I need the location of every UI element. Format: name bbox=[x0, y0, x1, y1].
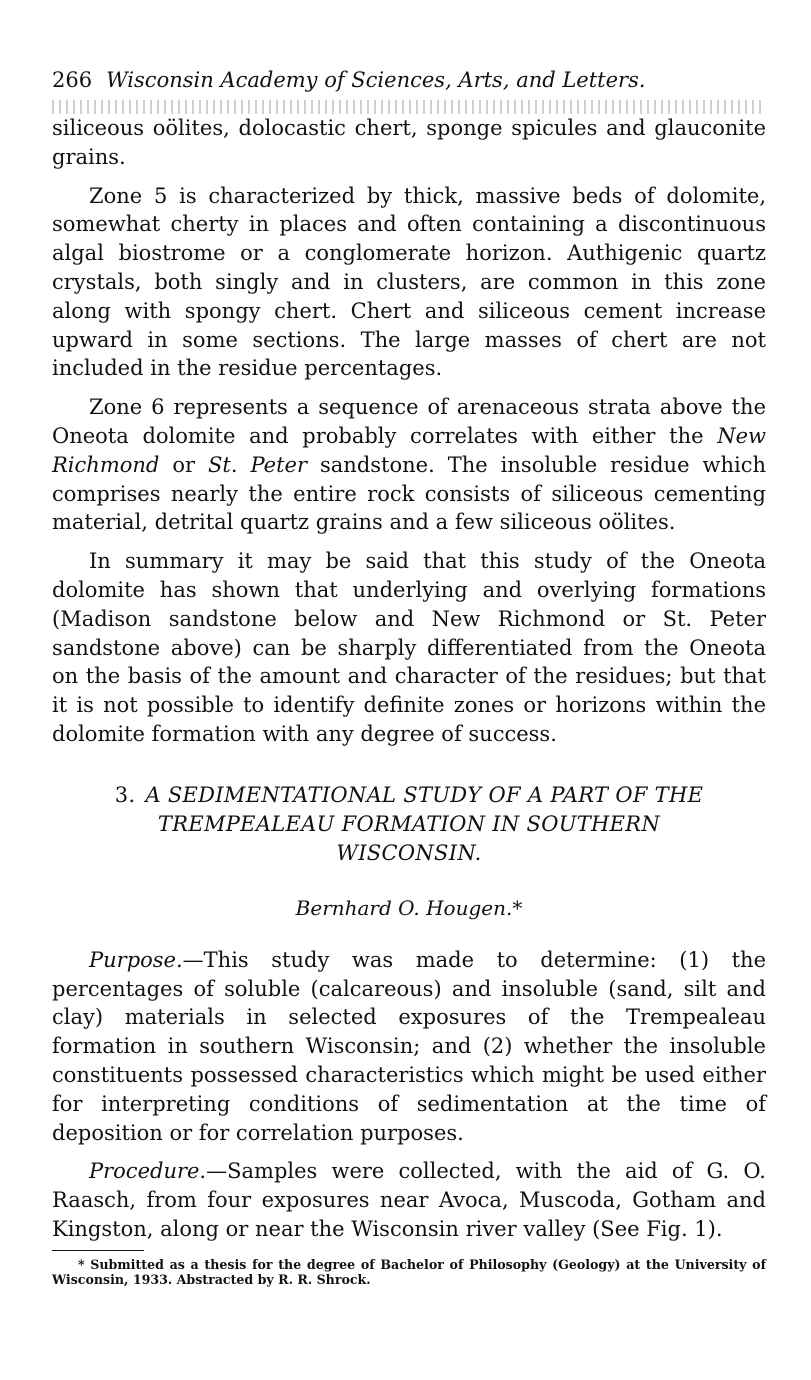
zone6-text-2: or bbox=[159, 452, 208, 477]
page bbox=[52, 66, 766, 1287]
footnote bbox=[52, 1257, 766, 1287]
section-title-line-2: TREMPEALEAU FORMATION IN SOUTHERN bbox=[157, 811, 661, 836]
section-title-line-1: 3. A SEDIMENTATIONAL STUDY OF A PART OF THE bbox=[114, 782, 704, 807]
new-richmond-italic: New Richmond bbox=[52, 423, 766, 477]
page-number: 266 bbox=[52, 68, 93, 92]
footnote-text: Submitted as a thesis for the degree of Bachelor of Philosophy (Geology) at the University of Wisconsin, 1933. Abstracted by R. R. Shrock. bbox=[52, 1256, 766, 1287]
procedure-label: Procedure. bbox=[89, 1159, 207, 1184]
paragraph-summary: In summary it may be said that this study of the Oneota dolomite has shown that underlying and overlying formations (Madison sandstone below and New Richmond or St. Peter sandstone above) can be sharply differentiated from the Oneota on the basis of the amount and character of the residues; but that it is not possible to identify definite zones or horizons within the dolomite formation with any degree of success. bbox=[52, 549, 766, 746]
section-title-line-3: WISCONSIN. bbox=[336, 840, 482, 865]
purpose-dash: — bbox=[182, 947, 204, 972]
zone6-text-3: sandstone. The insoluble residue which comprises nearly the entire rock consists of siliceous cementing material, detrital quartz grains and a few siliceous oölites. bbox=[52, 452, 766, 535]
paragraph-zone-6 bbox=[52, 393, 766, 537]
zone6-text-1: Zone 6 represents a sequence of arenaceous strata above the Oneota dolomite and probably correlates with either the bbox=[52, 395, 766, 448]
journal-title: Wisconsin Academy of Sciences, Arts, and Letters. bbox=[106, 68, 646, 92]
paragraph-purpose bbox=[52, 946, 766, 1148]
st-peter-italic: St. Peter bbox=[208, 452, 308, 477]
scan-noise-divider bbox=[52, 100, 766, 114]
paragraph-procedure bbox=[52, 1157, 766, 1243]
paragraph-zone-5: Zone 5 is characterized by thick, massive beds of dolomite, somewhat cherty in places and often containing a discontinuous algal biostrome or a conglomerate horizon. Authigenic quartz crystals, both singly and in clusters, are common in this zone along with spongy chert. Chert and siliceous cement increase upward in some sections. The large masses of chert are not included in the residue percentages. bbox=[52, 183, 766, 381]
purpose-label: Purpose. bbox=[89, 947, 183, 972]
procedure-dash: — bbox=[206, 1159, 228, 1184]
procedure-text: Samples were collected, with the aid of G. O. Raasch, from four exposures near Avoca, Muscoda, Gotham and Kingston, along or near the Wisconsin river valley (See Fig. 1). bbox=[52, 1159, 766, 1241]
section-number: 3. bbox=[114, 782, 136, 807]
running-head bbox=[52, 66, 766, 94]
paragraph-continuation: siliceous oölites, dolocastic chert, sponge spicules and glauconite grains. bbox=[52, 116, 766, 169]
footnote-rule bbox=[52, 1250, 144, 1251]
section-heading bbox=[52, 781, 766, 868]
footnote-mark: * bbox=[78, 1256, 91, 1272]
purpose-text: This study was made to determine: (1) the percentages of soluble (calcareous) and insoluble (sand, silt and clay) materials in selected exposures of the Trempealeau formation in southern Wisconsin; and (2) whether the insoluble constituents possessed characteristics which might be used either for interpreting conditions of sedimentation at the time of deposition or for correlation purposes. bbox=[52, 947, 766, 1145]
author-name: Bernhard O. Hougen.* bbox=[295, 895, 523, 920]
